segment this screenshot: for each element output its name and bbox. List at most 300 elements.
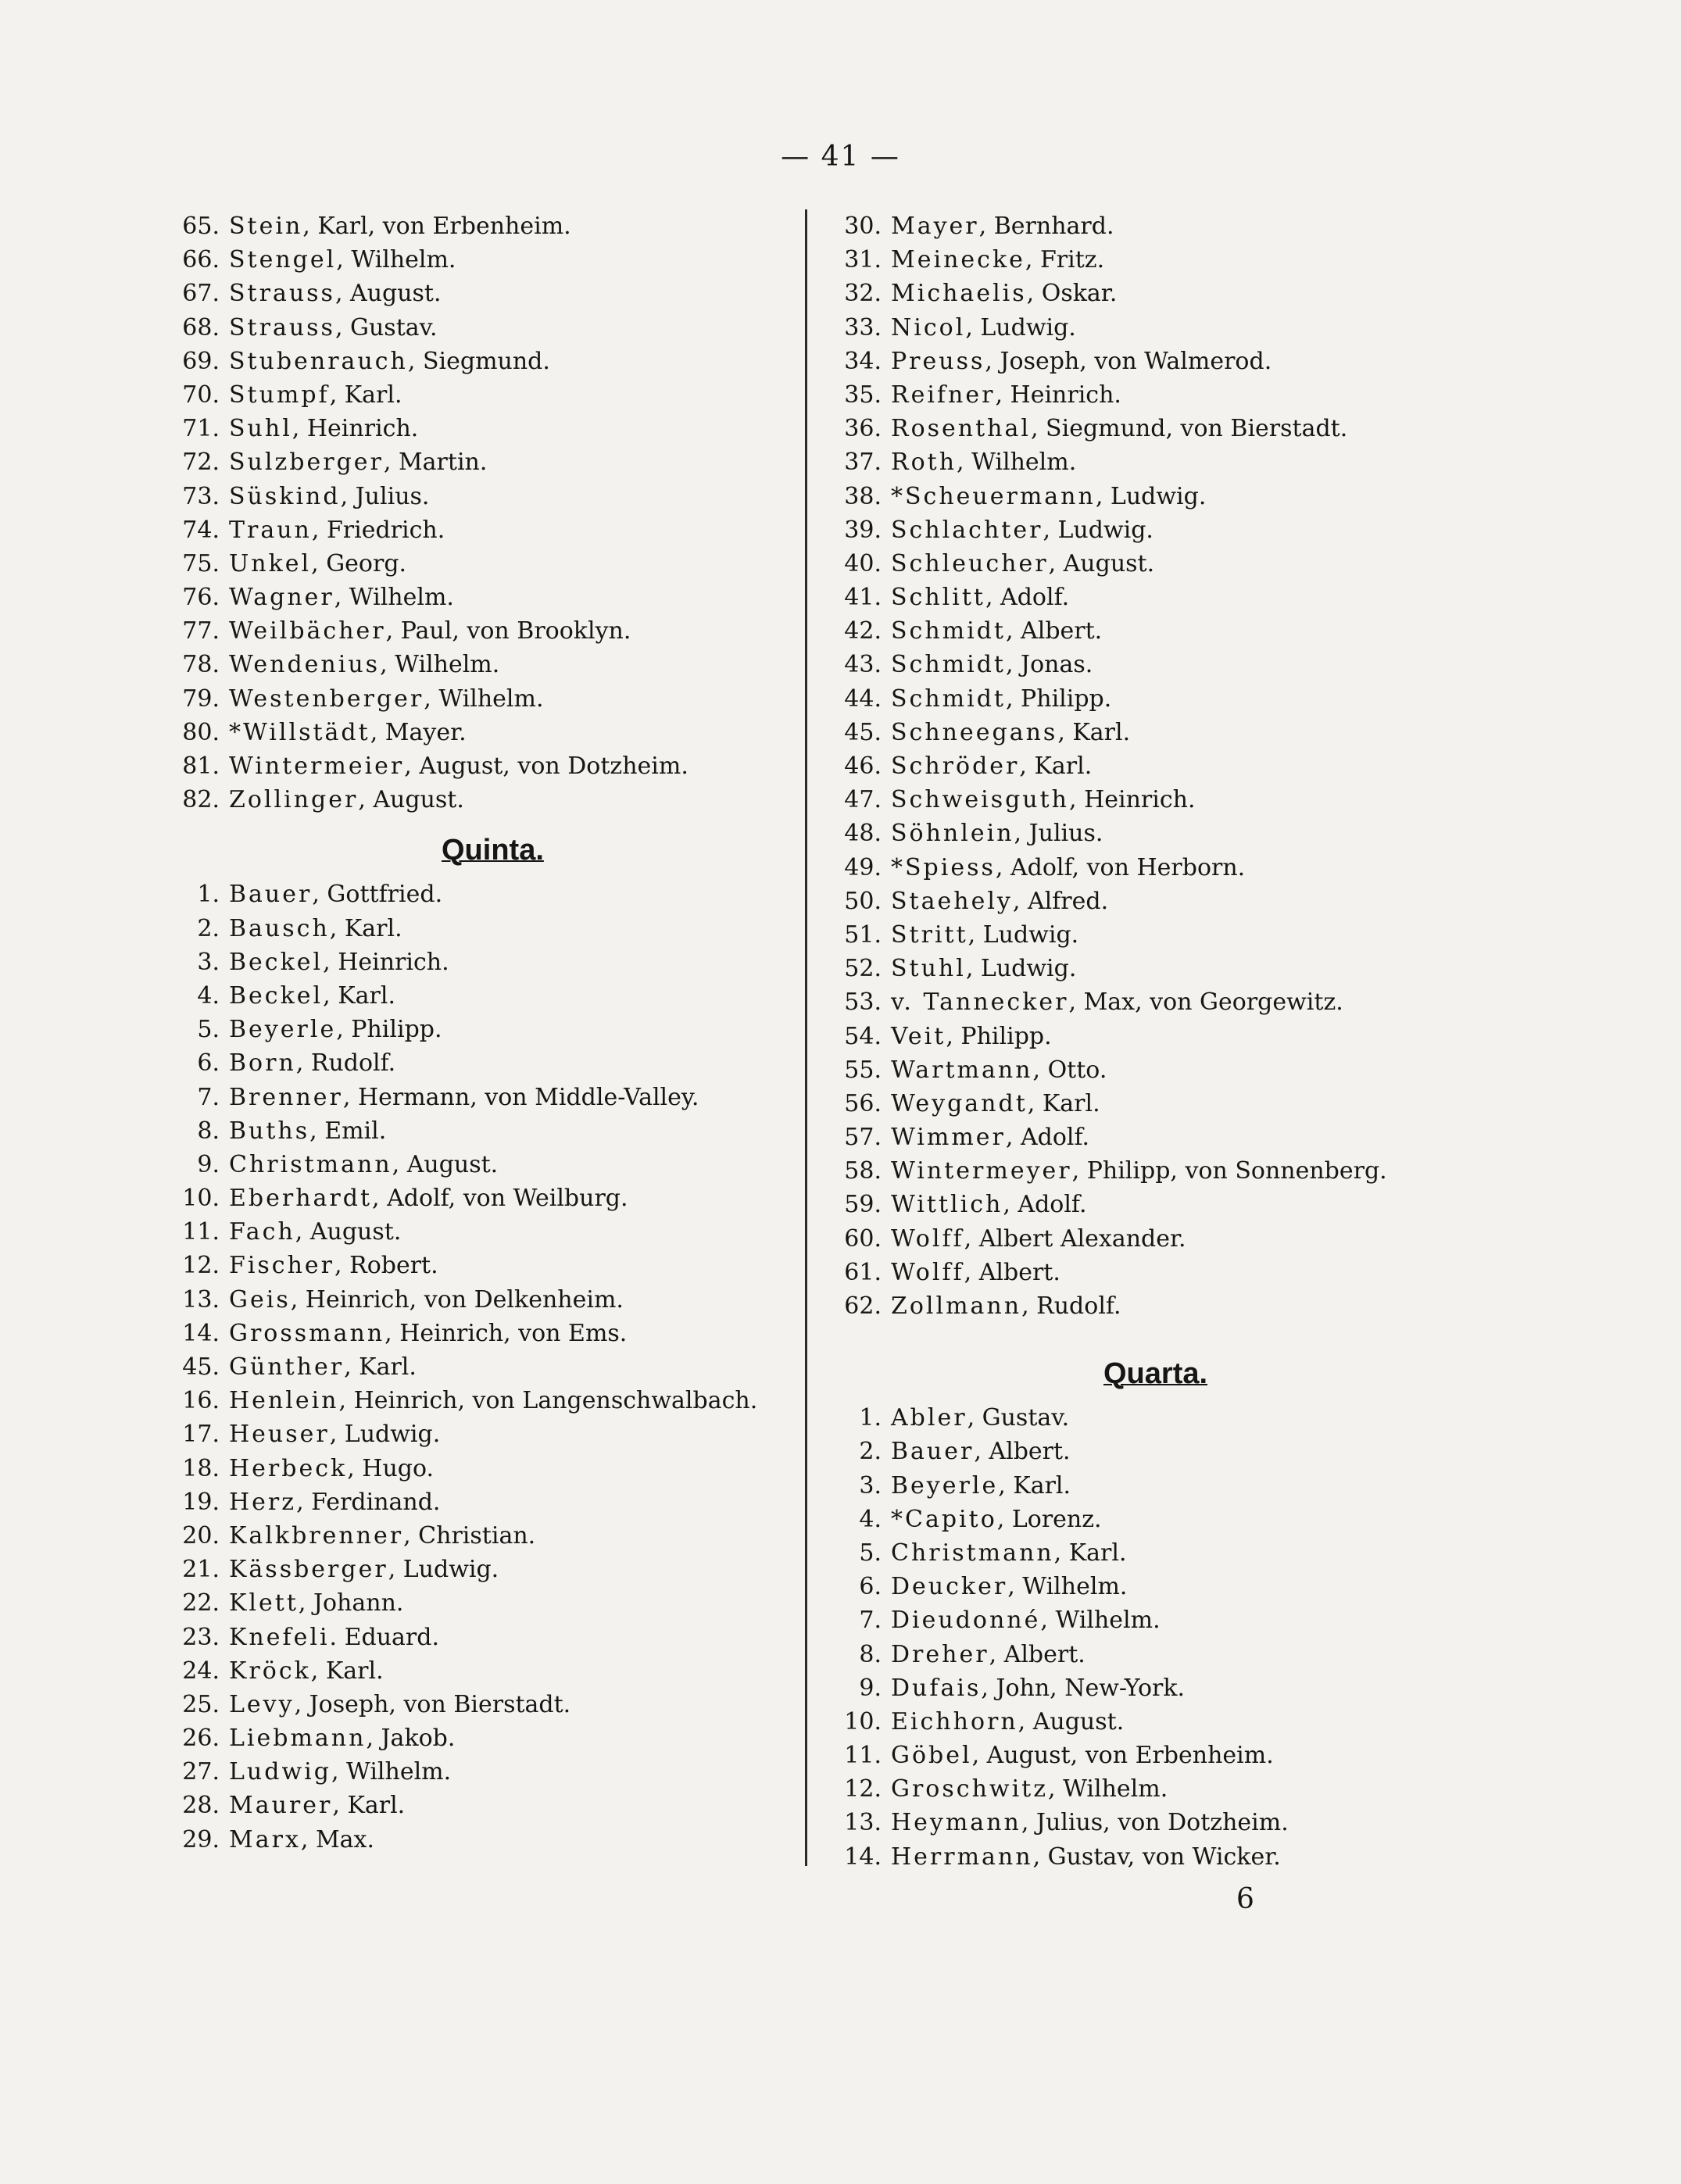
entry-surname: Traun xyxy=(229,516,312,544)
entry-details: , Rudolf. xyxy=(295,1049,396,1078)
entry-number: 67. xyxy=(182,280,220,308)
entry-details: , Hermann, von Middle-Valley. xyxy=(342,1083,699,1111)
entry-details: , Alfred. xyxy=(1012,887,1109,915)
entry-number: 78. xyxy=(182,651,220,679)
entry-number: 32. xyxy=(844,280,882,308)
entry-number: 24. xyxy=(182,1657,220,1685)
entry-details: , Oskar. xyxy=(1026,280,1118,308)
entry-details: , August. xyxy=(334,280,442,308)
sheet-signature-mark: 6 xyxy=(1236,1883,1254,1915)
list-item xyxy=(838,480,1479,513)
entry-surname: Fach xyxy=(229,1218,295,1246)
entry-surname: Reifner xyxy=(891,381,996,409)
entry-number: 60. xyxy=(844,1224,882,1253)
entry-details: , Wilhelm. xyxy=(336,246,456,274)
entry-surname: Maurer xyxy=(229,1792,333,1820)
list-item xyxy=(838,952,1479,985)
entry-number: 66. xyxy=(182,246,220,274)
entry-number: 51. xyxy=(844,920,882,949)
list-item xyxy=(838,614,1479,648)
entry-number: 72. xyxy=(182,449,220,477)
entry-surname: Meinecke xyxy=(891,246,1025,274)
entry-details: , Wilhelm. xyxy=(957,449,1077,477)
entry-surname: Stumpf xyxy=(229,381,330,409)
list-item xyxy=(176,445,793,479)
entry-number: 13. xyxy=(182,1285,220,1314)
entry-details: , Ludwig. xyxy=(965,955,1077,983)
entry-number: 8. xyxy=(197,1117,220,1145)
entry-number: 68. xyxy=(182,313,220,341)
entry-details: , Gustav. xyxy=(334,313,438,341)
entry-number: 22. xyxy=(182,1589,220,1617)
entry-details: , Heinrich, von Delkenheim. xyxy=(290,1285,624,1314)
list-item xyxy=(838,1739,1479,1772)
entry-number: 37. xyxy=(844,449,882,477)
entry-number: 1. xyxy=(859,1404,882,1432)
entry-number: 43. xyxy=(844,651,882,679)
list-item xyxy=(176,716,793,749)
entry-surname: Kässberger xyxy=(229,1556,388,1584)
entry-surname: Marx xyxy=(229,1825,301,1853)
entry-number: 1. xyxy=(197,881,220,909)
entry-details: , Joseph, von Bierstadt. xyxy=(294,1690,571,1718)
entry-details: , Christian. xyxy=(403,1521,536,1550)
entry-surname: v. Tannecker xyxy=(891,988,1069,1017)
list-item xyxy=(176,1721,793,1755)
entry-list-quarta xyxy=(838,1401,1479,1874)
list-item xyxy=(176,1046,793,1080)
entry-surname: Grossmann xyxy=(229,1319,385,1347)
entry-surname: Göbel xyxy=(891,1742,972,1770)
list-item xyxy=(838,378,1479,412)
entry-surname: Dufais xyxy=(891,1674,982,1702)
list-item xyxy=(838,1401,1479,1435)
entry-details: , Gustav. xyxy=(967,1404,1070,1432)
entry-surname: Beyerle xyxy=(891,1471,999,1499)
entry-details: , Karl. xyxy=(1053,1539,1127,1567)
entry-details: , Friedrich. xyxy=(311,516,445,544)
list-item xyxy=(176,1215,793,1249)
entry-surname: Zollinger xyxy=(229,786,359,814)
entry-surname: Kröck xyxy=(229,1657,311,1685)
entry-details: , Heinrich. xyxy=(1069,786,1196,814)
list-item xyxy=(176,209,793,243)
entry-details: , Max, von Georgewitz. xyxy=(1068,988,1343,1017)
entry-number: 55. xyxy=(844,1056,882,1084)
entry-number: 81. xyxy=(182,752,220,780)
list-item xyxy=(176,783,793,817)
entry-surname: Abler xyxy=(891,1404,967,1432)
entry-number: 40. xyxy=(844,549,882,577)
entry-number: 7. xyxy=(197,1083,220,1111)
list-item xyxy=(176,614,793,648)
entry-details: , Ludwig. xyxy=(967,920,1079,949)
list-item xyxy=(176,1654,793,1688)
entry-details: , Karl, von Erbenheim. xyxy=(302,213,571,240)
entry-number: 41. xyxy=(844,584,882,612)
entry-details: , Julius. xyxy=(340,482,430,510)
entry-surname: Weygandt xyxy=(891,1089,1028,1117)
list-item xyxy=(176,1452,793,1485)
entry-details: , Julius, von Dotzheim. xyxy=(1021,1809,1289,1837)
list-item xyxy=(838,445,1479,479)
entry-number: 9. xyxy=(859,1674,882,1702)
list-item xyxy=(838,311,1479,345)
list-item xyxy=(176,1586,793,1620)
right-column xyxy=(838,209,1479,1874)
entry-number: 10. xyxy=(844,1707,882,1735)
entry-surname: *Willstädt xyxy=(229,718,370,746)
list-item xyxy=(838,1570,1479,1603)
entry-details: , Hugo. xyxy=(347,1454,435,1482)
entry-details: , Wilhelm. xyxy=(424,685,544,713)
entry-number: 53. xyxy=(844,988,882,1017)
entry-number: 61. xyxy=(844,1258,882,1286)
entry-number: 74. xyxy=(182,516,220,544)
entry-details: , August. xyxy=(1048,549,1155,577)
entry-surname: Herz xyxy=(229,1488,297,1516)
entry-number: 69. xyxy=(182,347,220,375)
entry-surname: Christmann xyxy=(891,1539,1054,1567)
entry-surname: Staehely xyxy=(891,887,1013,915)
entry-surname: Schleucher xyxy=(891,549,1049,577)
entry-details: , Heinrich, von Langenschwalbach. xyxy=(338,1387,758,1415)
entry-surname: Beyerle xyxy=(229,1016,337,1044)
entry-number: 48. xyxy=(844,820,882,848)
entry-number: 11. xyxy=(182,1218,220,1246)
entry-surname: Beckel xyxy=(229,948,324,976)
entry-number: 6. xyxy=(859,1573,882,1601)
entry-details: , August. xyxy=(1018,1707,1125,1735)
entry-number: 75. xyxy=(182,549,220,577)
entry-surname: Schröder xyxy=(891,752,1020,780)
entry-details: , Paul, von Brooklyn. xyxy=(385,617,631,645)
entry-surname: Geis xyxy=(229,1285,291,1314)
list-item xyxy=(838,581,1479,614)
entry-number: 3. xyxy=(859,1471,882,1499)
entry-surname: Knefeli xyxy=(229,1623,330,1651)
entry-details: , Philipp. xyxy=(946,1022,1052,1050)
entry-number: 28. xyxy=(182,1792,220,1820)
entry-surname: Klett xyxy=(229,1589,299,1617)
entry-number: 12. xyxy=(844,1775,882,1803)
entry-number: 33. xyxy=(844,313,882,341)
entry-number: 38. xyxy=(844,482,882,510)
list-item xyxy=(838,682,1479,716)
list-item xyxy=(176,1081,793,1114)
entry-surname: Weilbächer xyxy=(229,617,386,645)
entry-number: 71. xyxy=(182,415,220,443)
entry-details: , Heinrich. xyxy=(995,381,1121,409)
entry-number: 56. xyxy=(844,1089,882,1117)
entry-details: , Siegmund, von Bierstadt. xyxy=(1030,415,1348,443)
entry-surname: Heymann xyxy=(891,1809,1021,1837)
entry-surname: Veit xyxy=(891,1022,946,1050)
list-item xyxy=(176,581,793,614)
list-item xyxy=(838,1638,1479,1671)
list-item xyxy=(838,783,1479,817)
entry-number: 19. xyxy=(182,1488,220,1516)
list-item xyxy=(176,1789,793,1822)
list-item xyxy=(838,1671,1479,1705)
entry-surname: Eichhorn xyxy=(891,1707,1018,1735)
list-item xyxy=(176,1148,793,1181)
list-item xyxy=(838,277,1479,310)
entry-surname: Ludwig xyxy=(229,1758,331,1786)
entry-number: 4. xyxy=(197,981,220,1010)
entry-details: . Eduard. xyxy=(329,1623,440,1651)
entry-surname: Westenberger xyxy=(229,685,424,713)
entry-details: , Martin. xyxy=(383,449,488,477)
entry-number: 23. xyxy=(182,1623,220,1651)
entry-surname: Schlitt xyxy=(891,584,985,612)
list-item xyxy=(176,1755,793,1789)
list-item xyxy=(838,1053,1479,1087)
list-item xyxy=(176,1350,793,1384)
entry-details: , Otto. xyxy=(1032,1056,1107,1084)
list-item xyxy=(838,1806,1479,1839)
entry-surname: Wittlich xyxy=(891,1191,1003,1219)
entry-number: 29. xyxy=(182,1825,220,1853)
entry-surname: Wimmer xyxy=(891,1124,1006,1152)
entry-details: , Joseph, von Walmerod. xyxy=(985,347,1272,375)
entry-details: , Albert Alexander. xyxy=(964,1224,1186,1253)
list-item xyxy=(176,311,793,345)
entry-number: 45. xyxy=(182,1353,220,1381)
entry-details: , Karl. xyxy=(310,1657,384,1685)
entry-surname: Zollmann xyxy=(891,1292,1022,1320)
entry-number: 18. xyxy=(182,1454,220,1482)
list-item xyxy=(838,1289,1479,1323)
entry-surname: Herbeck xyxy=(229,1454,348,1482)
entry-surname: Eberhardt xyxy=(229,1185,373,1213)
entry-number: 6. xyxy=(197,1049,220,1078)
list-item xyxy=(838,1603,1479,1637)
list-item xyxy=(838,1705,1479,1739)
list-item xyxy=(176,378,793,412)
entry-details: , Ludwig. xyxy=(329,1421,441,1449)
list-item xyxy=(176,1485,793,1519)
list-item xyxy=(176,648,793,681)
list-item xyxy=(176,1519,793,1553)
list-item xyxy=(176,1181,793,1215)
list-item xyxy=(838,851,1479,885)
entry-number: 14. xyxy=(844,1843,882,1871)
entry-surname: Strauss xyxy=(229,313,335,341)
list-item xyxy=(838,749,1479,783)
entry-details: , Karl. xyxy=(332,1792,406,1820)
list-item xyxy=(176,945,793,979)
entry-surname: Buths xyxy=(229,1117,310,1145)
entry-surname: Roth xyxy=(891,449,957,477)
list-item xyxy=(838,885,1479,918)
entry-surname: Dreher xyxy=(891,1640,989,1668)
entry-number: 58. xyxy=(844,1157,882,1185)
list-item xyxy=(176,1384,793,1417)
entry-details: , August. xyxy=(358,786,464,814)
list-item xyxy=(176,1317,793,1350)
entry-details: , Adolf, von Herborn. xyxy=(995,853,1246,881)
list-item xyxy=(176,878,793,911)
entry-surname: Herrmann xyxy=(891,1843,1033,1871)
entry-number: 11. xyxy=(844,1742,882,1770)
entry-number: 30. xyxy=(844,213,882,240)
list-item xyxy=(838,1536,1479,1570)
entry-details: , Albert. xyxy=(964,1258,1060,1286)
entry-surname: Liebmann xyxy=(229,1725,367,1753)
entry-details: , Philipp. xyxy=(336,1016,442,1044)
entry-number: 73. xyxy=(182,482,220,510)
entry-details: , August. xyxy=(392,1150,499,1178)
list-item xyxy=(838,1121,1479,1154)
entry-surname: Unkel xyxy=(229,549,312,577)
entry-number: 80. xyxy=(182,718,220,746)
list-item xyxy=(176,749,793,783)
entry-number: 70. xyxy=(182,381,220,409)
entry-surname: Bausch xyxy=(229,914,330,942)
list-item xyxy=(838,918,1479,952)
entry-details: , Philipp. xyxy=(1005,685,1112,713)
list-item xyxy=(838,209,1479,243)
entry-details: , Georg. xyxy=(311,549,407,577)
entry-details: , Karl. xyxy=(329,914,402,942)
entry-number: 10. xyxy=(182,1185,220,1213)
entry-details: , Adolf, von Weilburg. xyxy=(372,1185,628,1213)
entry-number: 4. xyxy=(859,1505,882,1533)
list-item xyxy=(838,513,1479,547)
entry-number: 13. xyxy=(844,1809,882,1837)
list-item xyxy=(838,1154,1479,1188)
entry-details: , Wilhelm. xyxy=(334,584,454,612)
entry-details: , Ludwig. xyxy=(1095,482,1207,510)
list-item xyxy=(838,1020,1479,1053)
entry-details: , Emil. xyxy=(309,1117,387,1145)
entry-surname: Nicol xyxy=(891,313,966,341)
entry-number: 12. xyxy=(182,1252,220,1280)
entry-details: , Wilhelm. xyxy=(331,1758,452,1786)
list-item xyxy=(838,1188,1479,1221)
entry-number: 7. xyxy=(859,1607,882,1635)
entry-details: , Julius. xyxy=(1014,820,1103,848)
entry-details: , August, von Erbenheim. xyxy=(971,1742,1274,1770)
entry-details: , Karl. xyxy=(344,1353,417,1381)
entry-surname: Schneegans xyxy=(891,718,1058,746)
entry-surname: Stubenrauch xyxy=(229,347,408,375)
entry-number: 31. xyxy=(844,246,882,274)
entry-surname: Wolff xyxy=(891,1224,964,1253)
entry-details: , Rudolf. xyxy=(1021,1292,1121,1320)
entry-number: 45. xyxy=(844,718,882,746)
list-item xyxy=(838,985,1479,1019)
entry-details: , Philipp, von Sonnenberg. xyxy=(1071,1157,1387,1185)
entry-number: 77. xyxy=(182,617,220,645)
entry-surname: Wintermeyer xyxy=(891,1157,1072,1185)
entry-surname: Suhl xyxy=(229,415,292,443)
entry-details: , August, von Dotzheim. xyxy=(404,752,688,780)
entry-surname: Günther xyxy=(229,1353,345,1381)
entry-surname: Preuss xyxy=(891,347,985,375)
entry-surname: Groschwitz xyxy=(891,1775,1049,1803)
entry-number: 42. xyxy=(844,617,882,645)
list-item xyxy=(838,1222,1479,1256)
entry-surname: Schmidt xyxy=(891,685,1006,713)
entry-surname: *Spiess xyxy=(891,853,996,881)
entry-details: , Karl. xyxy=(1027,1089,1100,1117)
entry-details: , Adolf. xyxy=(985,584,1070,612)
entry-surname: Bauer xyxy=(229,881,313,909)
entry-details: , Karl. xyxy=(329,381,402,409)
entry-details: , Mayer. xyxy=(370,718,467,746)
entry-surname: Süskind xyxy=(229,482,341,510)
list-item xyxy=(176,480,793,513)
list-item xyxy=(176,1114,793,1148)
entry-surname: Wintermeier xyxy=(229,752,405,780)
list-item xyxy=(838,716,1479,749)
list-item xyxy=(838,243,1479,277)
entry-number: 20. xyxy=(182,1521,220,1550)
entry-surname: Stuhl xyxy=(891,955,966,983)
entry-details: , Jonas. xyxy=(1005,651,1093,679)
entry-surname: *Scheuermann xyxy=(891,482,1096,510)
entry-surname: Schmidt xyxy=(891,651,1006,679)
list-item xyxy=(176,1688,793,1721)
entry-surname: Wolff xyxy=(891,1258,964,1286)
entry-number: 26. xyxy=(182,1725,220,1753)
entry-number: 2. xyxy=(859,1438,882,1466)
entry-surname: Brenner xyxy=(229,1083,343,1111)
entry-number: 54. xyxy=(844,1022,882,1050)
entry-details: , John, New-York. xyxy=(981,1674,1186,1702)
entry-details: , Albert. xyxy=(1005,617,1103,645)
entry-details: , Wilhelm. xyxy=(380,651,500,679)
list-item xyxy=(838,412,1479,445)
entry-details: , Fritz. xyxy=(1025,246,1105,274)
entry-number: 3. xyxy=(197,948,220,976)
entry-surname: Söhnlein xyxy=(891,820,1014,848)
entry-surname: Stritt xyxy=(891,920,968,949)
entry-details: , Ludwig. xyxy=(1043,516,1153,544)
list-item xyxy=(838,1435,1479,1468)
entry-number: 65. xyxy=(182,213,220,240)
entry-number: 82. xyxy=(182,786,220,814)
list-item xyxy=(176,345,793,378)
entry-number: 25. xyxy=(182,1690,220,1718)
entry-surname: Kalkbrenner xyxy=(229,1521,404,1550)
entry-details: , Ferdinand. xyxy=(296,1488,441,1516)
entry-number: 5. xyxy=(859,1539,882,1567)
list-item xyxy=(838,1503,1479,1536)
entry-details: , Heinrich, von Ems. xyxy=(384,1319,628,1347)
entry-surname: Born xyxy=(229,1049,296,1078)
section-heading-quarta: Quarta. xyxy=(1103,1357,1208,1391)
left-column xyxy=(176,209,793,1857)
entry-details: , Albert. xyxy=(989,1640,1085,1668)
list-item xyxy=(176,277,793,310)
list-item xyxy=(176,1013,793,1046)
entry-number: 34. xyxy=(844,347,882,375)
list-item xyxy=(176,1283,793,1317)
entry-details: , Lorenz. xyxy=(996,1505,1102,1533)
list-item xyxy=(838,1840,1479,1874)
entry-surname: Beckel xyxy=(229,981,324,1010)
entry-details: , Gustav, von Wicker. xyxy=(1032,1843,1281,1871)
list-item xyxy=(838,1772,1479,1806)
list-item xyxy=(176,1249,793,1282)
list-item xyxy=(176,912,793,945)
entry-number: 5. xyxy=(197,1016,220,1044)
entry-number: 76. xyxy=(182,584,220,612)
list-item xyxy=(176,513,793,547)
